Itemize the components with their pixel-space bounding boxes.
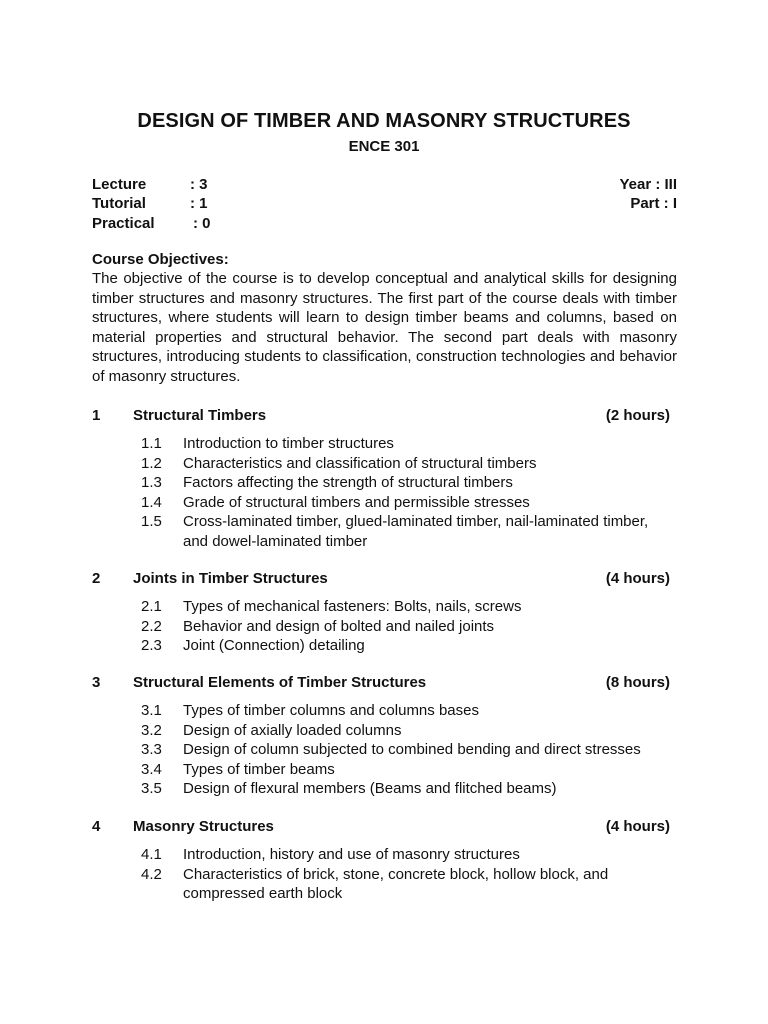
item-text: Design of column subjected to combined bending and direct stresses [183, 741, 641, 758]
item-text: Design of axially loaded columns [183, 721, 402, 739]
section-items [92, 701, 670, 799]
item-number: 1.2 [141, 454, 162, 472]
section-hours: (4 hours) [605, 570, 670, 587]
item-text: Cross-laminated timber, glued-laminated timber, nail-laminated timber, and dowel-laminated timber [183, 513, 649, 550]
section-items [92, 845, 670, 904]
objectives-text: The objective of the course is to develop conceptual and analytical skills for designing timber structures and masonry structures. The first part of the course deals with timber structures, where students will learn to design timber beams and columns, based on material properties and structural behavior. The second part deals with masonry structures, introducing students to classification, construction technologies and behavior of masonry structures. [92, 270, 677, 385]
section-title: Structural Timbers [133, 407, 267, 424]
meta-value: : 3 [190, 176, 208, 193]
item-text: Types of timber beams [183, 760, 335, 778]
item-text: Introduction, history and use of masonry structures [183, 846, 520, 863]
meta-row-practical [92, 215, 677, 235]
item-text: Grade of structural timbers and permissible stresses [183, 493, 530, 511]
section-items [92, 597, 670, 656]
meta-value: : 0 [193, 215, 211, 232]
item-text: Types of mechanical fasteners: Bolts, nails, screws [183, 598, 522, 615]
item-text: Types of timber columns and columns bases [183, 702, 479, 719]
section-title: Structural Elements of Timber Structures [133, 674, 427, 691]
item-number: 3.4 [141, 760, 162, 778]
list-item [92, 597, 670, 617]
section-4 [92, 818, 670, 904]
item-number: 3.3 [141, 741, 162, 758]
section-number: 4 [92, 818, 101, 835]
meta-row-tutorial [92, 195, 677, 215]
section-hours: (8 hours) [605, 674, 670, 691]
list-item [92, 740, 670, 760]
item-number: 1.1 [141, 435, 162, 452]
item-text: Introduction to timber structures [183, 435, 394, 452]
list-item [92, 473, 670, 493]
section-1 [92, 407, 670, 551]
list-item [92, 434, 670, 454]
section-hours: (2 hours) [605, 407, 670, 424]
list-item [92, 512, 670, 551]
section-header [92, 570, 670, 592]
meta-row-lecture [92, 176, 677, 196]
list-item [92, 454, 670, 474]
item-number: 3.1 [141, 702, 162, 719]
item-text: Characteristics and classification of structural timbers [183, 454, 537, 472]
meta-value: : 1 [190, 195, 208, 212]
list-item [92, 617, 670, 637]
item-number: 1.3 [141, 474, 162, 491]
list-item [92, 721, 670, 741]
section-items [92, 434, 670, 551]
section-3 [92, 674, 670, 799]
item-number: 2.3 [141, 637, 162, 654]
meta-label: Tutorial [92, 195, 146, 212]
list-item [92, 779, 670, 799]
objectives-heading: Course Objectives: [92, 251, 229, 268]
meta-label: Practical [92, 215, 155, 232]
item-text: Design of flexural members (Beams and flitched beams) [183, 780, 557, 797]
section-number: 2 [92, 570, 101, 587]
item-number: 4.2 [141, 865, 162, 883]
course-title: DESIGN OF TIMBER AND MASONRY STRUCTURES [137, 110, 631, 132]
item-number: 1.4 [141, 493, 162, 511]
section-hours: (4 hours) [605, 818, 670, 835]
section-title: Joints in Timber Structures [133, 570, 328, 587]
item-number: 4.1 [141, 846, 162, 863]
section-header [92, 818, 670, 840]
item-number: 1.5 [141, 513, 162, 530]
section-number: 1 [92, 407, 101, 424]
list-item [92, 760, 670, 780]
list-item [92, 701, 670, 721]
item-text: Joint (Connection) detailing [183, 637, 365, 654]
item-text: Behavior and design of bolted and nailed joints [183, 617, 495, 635]
meta-part: Part : I [630, 195, 677, 212]
item-text: Characteristics of brick, stone, concrete block, hollow block, and compressed earth block [183, 865, 609, 902]
item-number: 3.5 [141, 780, 162, 797]
course-code: ENCE 301 [348, 138, 420, 155]
list-item [92, 636, 670, 656]
item-number: 3.2 [141, 721, 162, 739]
item-text: Factors affecting the strength of structural timbers [183, 474, 513, 491]
section-header [92, 407, 670, 429]
section-title: Masonry Structures [133, 818, 274, 835]
list-item [92, 865, 670, 904]
section-header [92, 674, 670, 696]
item-number: 2.1 [141, 598, 162, 615]
list-item [92, 845, 670, 865]
meta-year: Year : III [619, 176, 677, 193]
section-number: 3 [92, 674, 101, 691]
item-number: 2.2 [141, 617, 162, 635]
list-item [92, 493, 670, 513]
meta-label: Lecture [92, 176, 147, 193]
section-2 [92, 570, 670, 656]
